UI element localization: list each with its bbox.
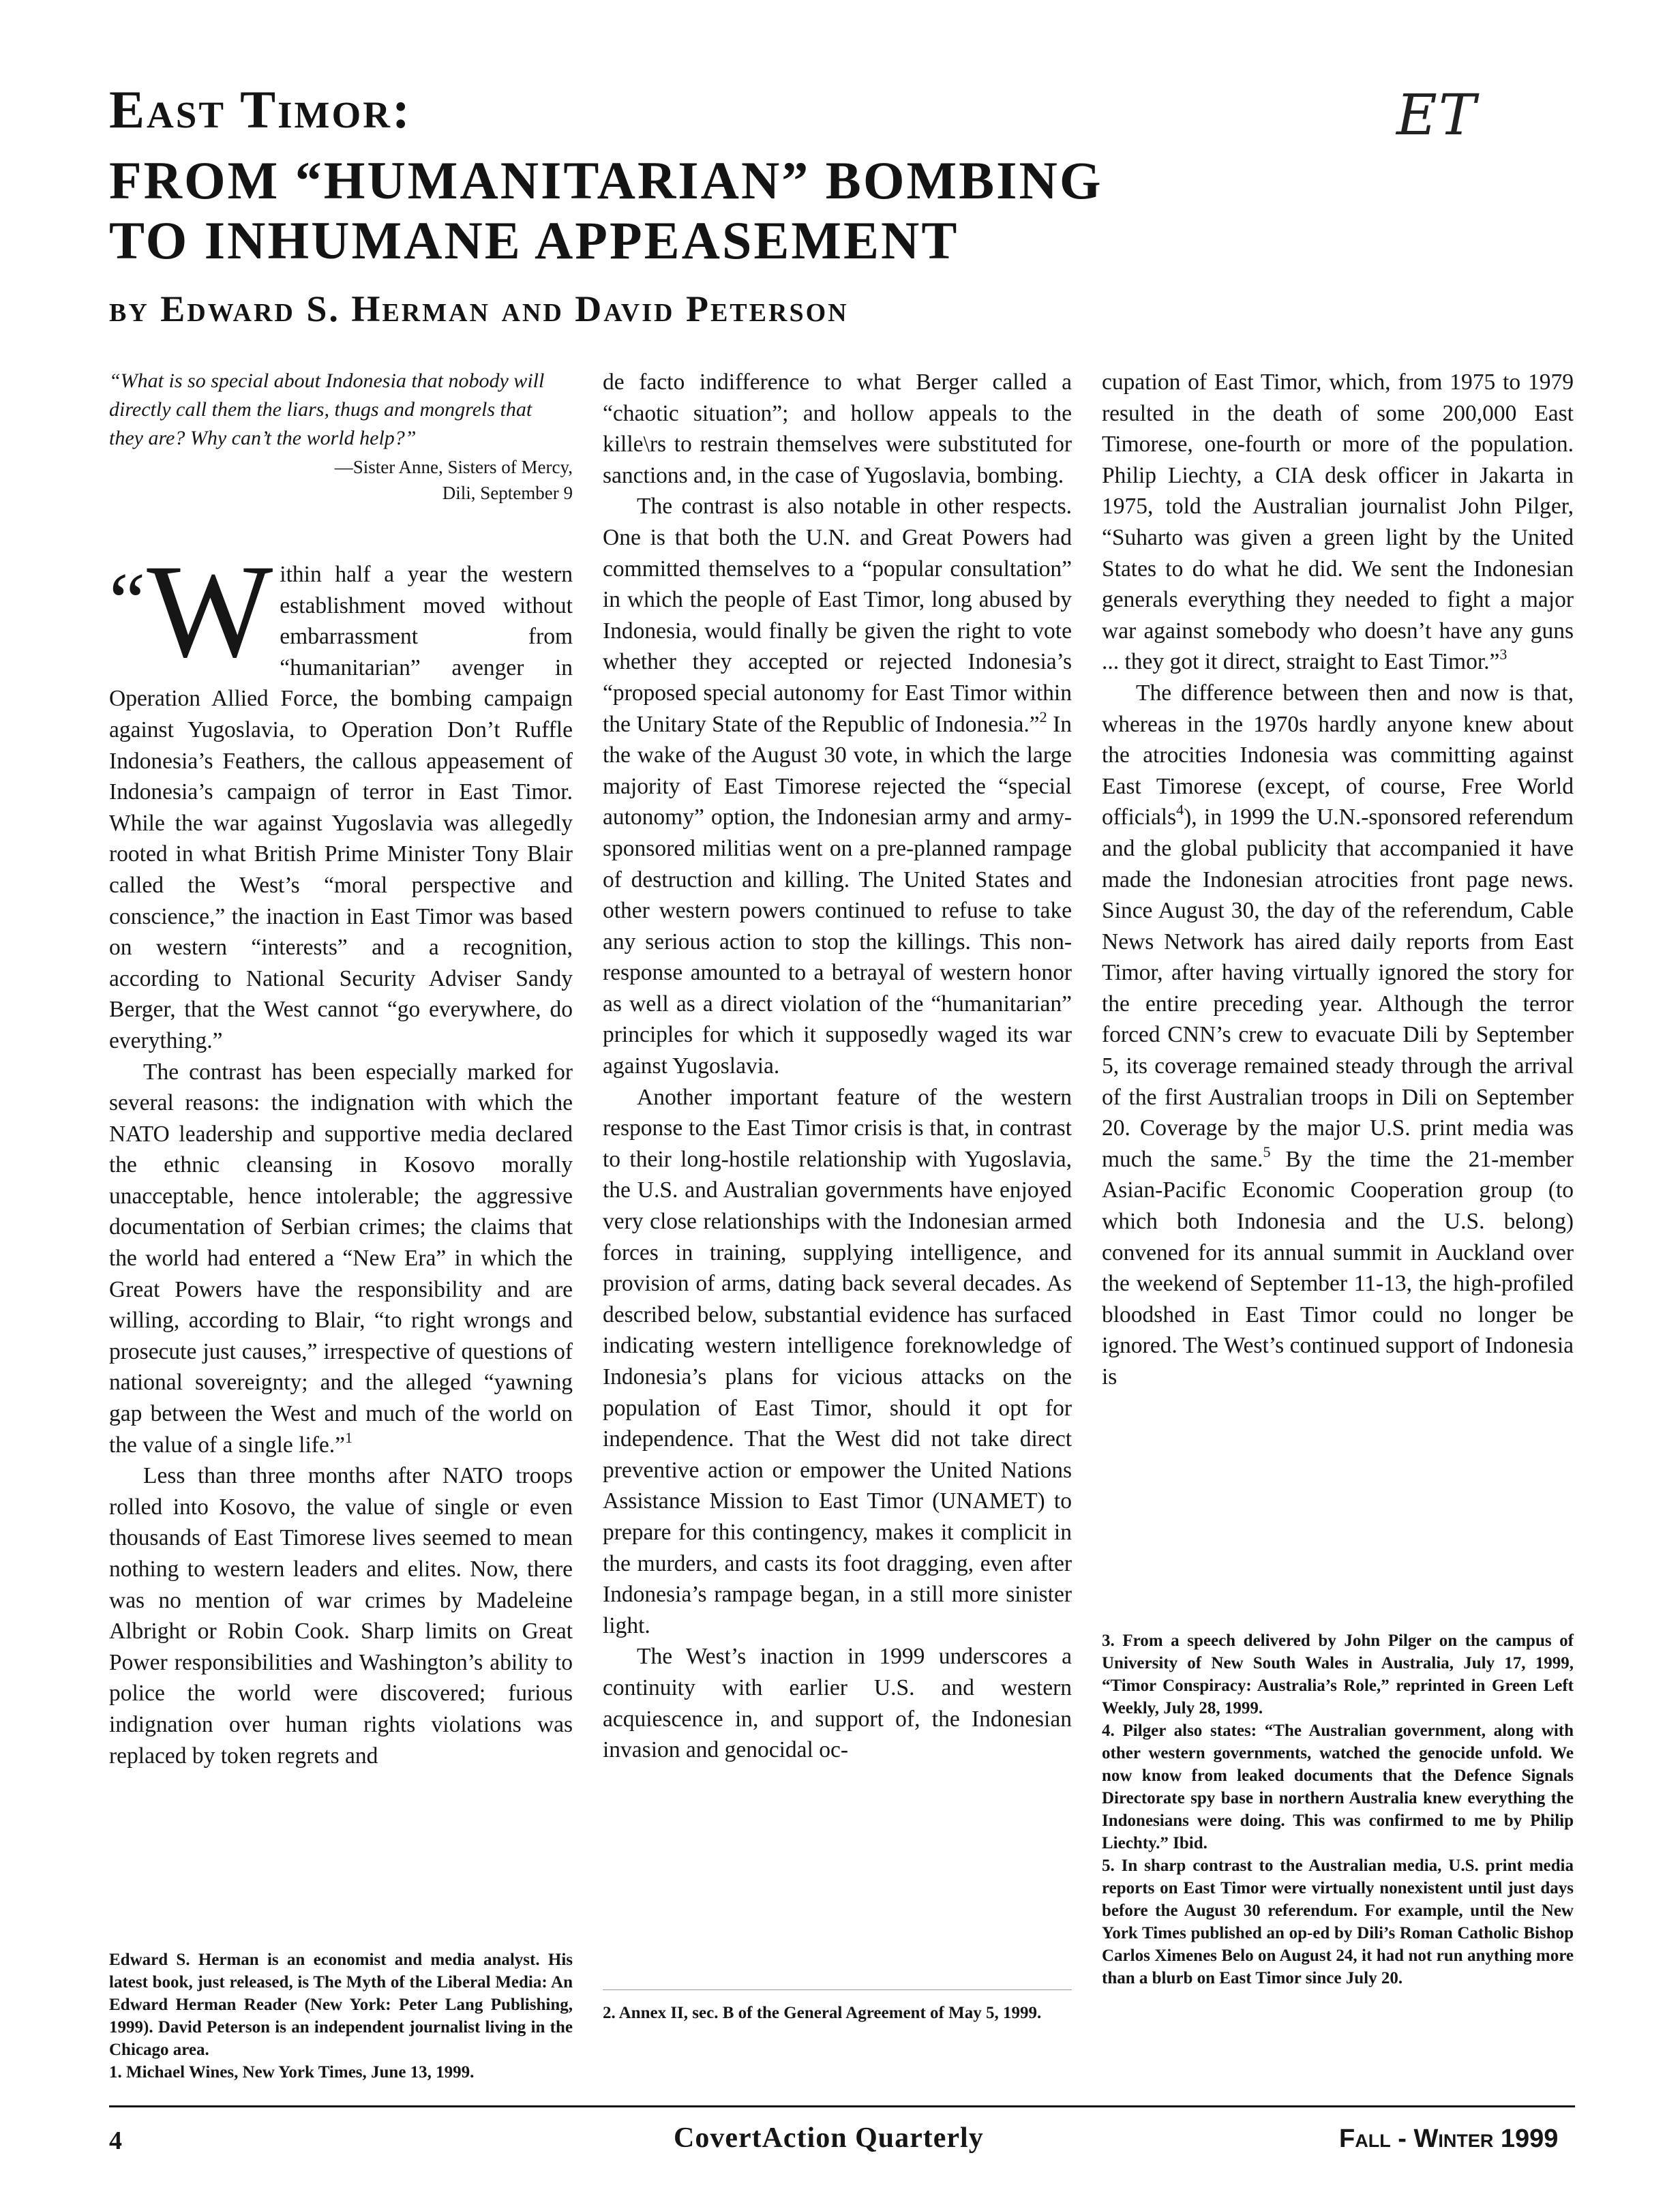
footnote-2: 2. Annex II, sec. B of the General Agreement of May 5, 1999. (603, 2004, 1042, 2022)
paragraph: de facto indifference to what Berger called a “chaotic situation”; and hollow appeals to the kille\rs to restrain themselves were substituted for sanctions and, in the case of Yugoslavia, bombing. (603, 370, 1072, 488)
magazine-name: CovertAction Quarterly (674, 2122, 984, 2154)
issue-label: Fall - Winter 1999 (1339, 2124, 1559, 2153)
title-line-2: FROM “HUMANITARIAN” BOMBING (109, 151, 1103, 210)
handwritten-mark: ET (1396, 83, 1478, 148)
footnote-3: 3. From a speech delivered by John Pilger on the campus of University of New South Wales in Australia, July 17, 1999, “Timor Conspiracy: Australia’s Role,” reprinted in Green Left Weekly, July 28, 1999. (1102, 1632, 1574, 1717)
author-bio-and-note-1 (109, 1949, 573, 2084)
epigraph-quote: “What is so special about Indonesia that nobody will directly call them the liars, thugs and mongrels that they are? Why can’t the world help?” (109, 370, 545, 449)
footnote-ref: 4 (1176, 801, 1184, 819)
footnote-ref: 3 (1499, 646, 1508, 663)
paragraph: The West’s inaction in 1999 underscores a continuity with earlier U.S. and western acquiescence in, and support of, the Indonesian invasion and genocidal oc- (603, 1644, 1072, 1763)
paragraph: The difference between then and now is that, whereas in the 1970s hardly anyone knew about the atrocities Indonesia was committing against East Timorese (except, of course, Free World officials$^4$), in 1999 the U.N.-sponsored referendum and the global publicity that accompanied it have made the Indonesian atrocities front page news. Since August 30, the day of the referendum, Cable News Network has aired daily reports from East Timor, after having virtually ignored the story for the entire preceding year. Although the terror forced CNN’s crew to evacuate Dili by September 5, its coverage remained steady through the arrival of the first Australian troops in Dili on September 20. Coverage by the major U.S. print media was much the same.$^5$ By the time the 21-member Asian-Pacific Economic Cooperation group (to which both Indonesia and the U.S. belong) convened for its annual summit in Auckland over the weekend of September 11-13, the high-profiled bloodshed in East Timor could no longer be ignored. The West’s continued support of Indonesia is (1102, 680, 1574, 1389)
author-bio: Edward S. Herman is an economist and media analyst. His latest book, just released, is The Myth of the Liberal Media: An Edward Herman Reader (New York: Peter Lang Publishing, 1999). David Peterson is an independent journalist living in the Chicago area. (109, 1951, 573, 2059)
footnotes-column-3 (1102, 1629, 1574, 1989)
footer-rule (109, 2105, 1575, 2107)
footnote-5: 5. In sharp contrast to the Australian media, U.S. print media reports on East Timor were virtually nonexistent until just days before the August 30 referendum. For example, until the New York Times published an op-ed by Dili’s Roman Catholic Bishop Carlos Ximenes Belo on August 24, it had not run anything more than a blurb on East Timor since July 20. (1102, 1857, 1574, 1987)
footnote-1: 1. Michael Wines, New York Times, June 13, 1999. (109, 2063, 475, 2082)
epigraph-attribution-2: Dili, September 9 (442, 483, 573, 503)
paragraph: The contrast has been especially marked for several reasons: the indignation with which the NATO leadership and supportive media declared the ethnic cleansing in Kosovo morally unacceptable, hence intolerable; the aggressive documentation of Serbian crimes; the claims that the world had entered a “New Era” in which the Great Powers have the responsibility and are willing, according to Blair, “to right wrongs and prosecute just causes,” irrespective of questions of national sovereignty; and the alleged “yawning gap between the West and much of the world on the value of a single life.”$^1$ (109, 1059, 573, 1458)
column-2 (603, 367, 1072, 1766)
footnote-divider (603, 1989, 1072, 1990)
footnote-ref: 2 (1039, 708, 1047, 725)
title-line-1: East Timor: (109, 80, 412, 139)
paragraph: The contrast is also notable in other respects. One is that both the U.N. and Great Powers had committed themselves to a “popular consultation” in which the people of East Timor, long abused by Indonesia, would finally be given the right to vote whether they accepted or rejected Indonesia’s “proposed special autonomy for East Timor within the Unitary State of the Republic of Indonesia.”$^2$ In the wake of the August 30 vote, in which the large majority of East Timorese rejected the “special autonomy” option, the Indonesian army and army-sponsored militias went on a pre-planned rampage of destruction and killing. The United States and other western powers continued to refuse to take any serious action to stop the killings. This non-response amounted to a betrayal of western honor as well as a direct violation of the “humanitarian” principles for which it supposedly waged its war against Yugoslavia. (603, 494, 1072, 1079)
epigraph-attribution-1: —Sister Anne, Sisters of Mercy, (334, 457, 573, 477)
footnote-ref: 5 (1263, 1143, 1271, 1160)
byline: by Edward S. Herman and David Peterson (109, 288, 849, 329)
footnote-ref: 1 (345, 1428, 353, 1446)
column-1 (109, 367, 573, 1771)
column-3 (1102, 367, 1574, 1393)
paragraph: Another important feature of the western response to the East Timor crisis is that, in contrast to their long-hostile relationship with Yugoslavia, the U.S. and Australian governments have enjoyed very close relationships with the Indonesian armed forces in training, supplying intelligence, and provision of arms, dating back several decades. As described below, substantial evidence has surfaced indicating western intelligence foreknowledge of Indonesia’s plans for vicious attacks on the population of East Timor, should it opt for independence. That the West did not take direct preventive action or empower the United Nations Assistance Mission to East Timor (UNAMET) to prepare for this contingency, makes it complicit in the murders, and casts its foot dragging, even after Indonesia’s rampage began, in a still more sinister light. (603, 1084, 1072, 1638)
drop-cap: “W (109, 537, 273, 685)
title-line-3: TO INHUMANE APPEASEMENT (109, 211, 959, 270)
footnote-4: 4. Pilger also states: “The Australian government, along with other western governments, watched the genocide unfold. We now know from leaked documents that the Defence Signals Directorate spy base in northern Australia knew everything the Indonesians were doing. This was confirmed to me by Philip Liechty.” Ibid. (1102, 1722, 1574, 1852)
page-number: 4 (109, 2127, 122, 2155)
paragraph: cupation of East Timor, which, from 1975 to 1979 resulted in the death of some 200,000 East Timorese, one-fourth or more of the population. Philip Liechty, a CIA desk officer in Jakarta in 1975, told the Australian journalist John Pilger, “Suharto was given a green light by the United States to do what he did. We sent the Indonesian generals everything they needed to fight a major war against somebody who doesn’t have any guns ... they got it direct, straight to East Timor.”$^3$ (1102, 370, 1574, 675)
paragraph: “W ithin half a year the western establishment moved without embarrassment from “humanitarian” avenger in Operation Allied Force, the bombing campaign against Yugoslavia, to Operation Don’t Ruffle Indonesia’s Feathers, the callous appeasement of Indonesia’s campaign of terror in East Timor. While the war against Yugoslavia was allegedly rooted in what British Prime Minister Tony Blair called the West’s “moral perspective and conscience,” the inaction in East Timor was based on western “interests” and a recognition, according to National Security Adviser Sandy Berger, that the West cannot “go everywhere, do everything.” (109, 537, 573, 1053)
paragraph: Less than three months after NATO troops rolled into Kosovo, the value of single or even thousands of East Timorese lives seemed to mean nothing to western leaders and elites. Now, there was no mention of war crimes by Madeleine Albright or Robin Cook. Sharp limits on Great Power responsibilities and Washington’s ability to police the world were discovered; furious indignation over human rights violations was replaced by token regrets and (109, 1463, 573, 1769)
